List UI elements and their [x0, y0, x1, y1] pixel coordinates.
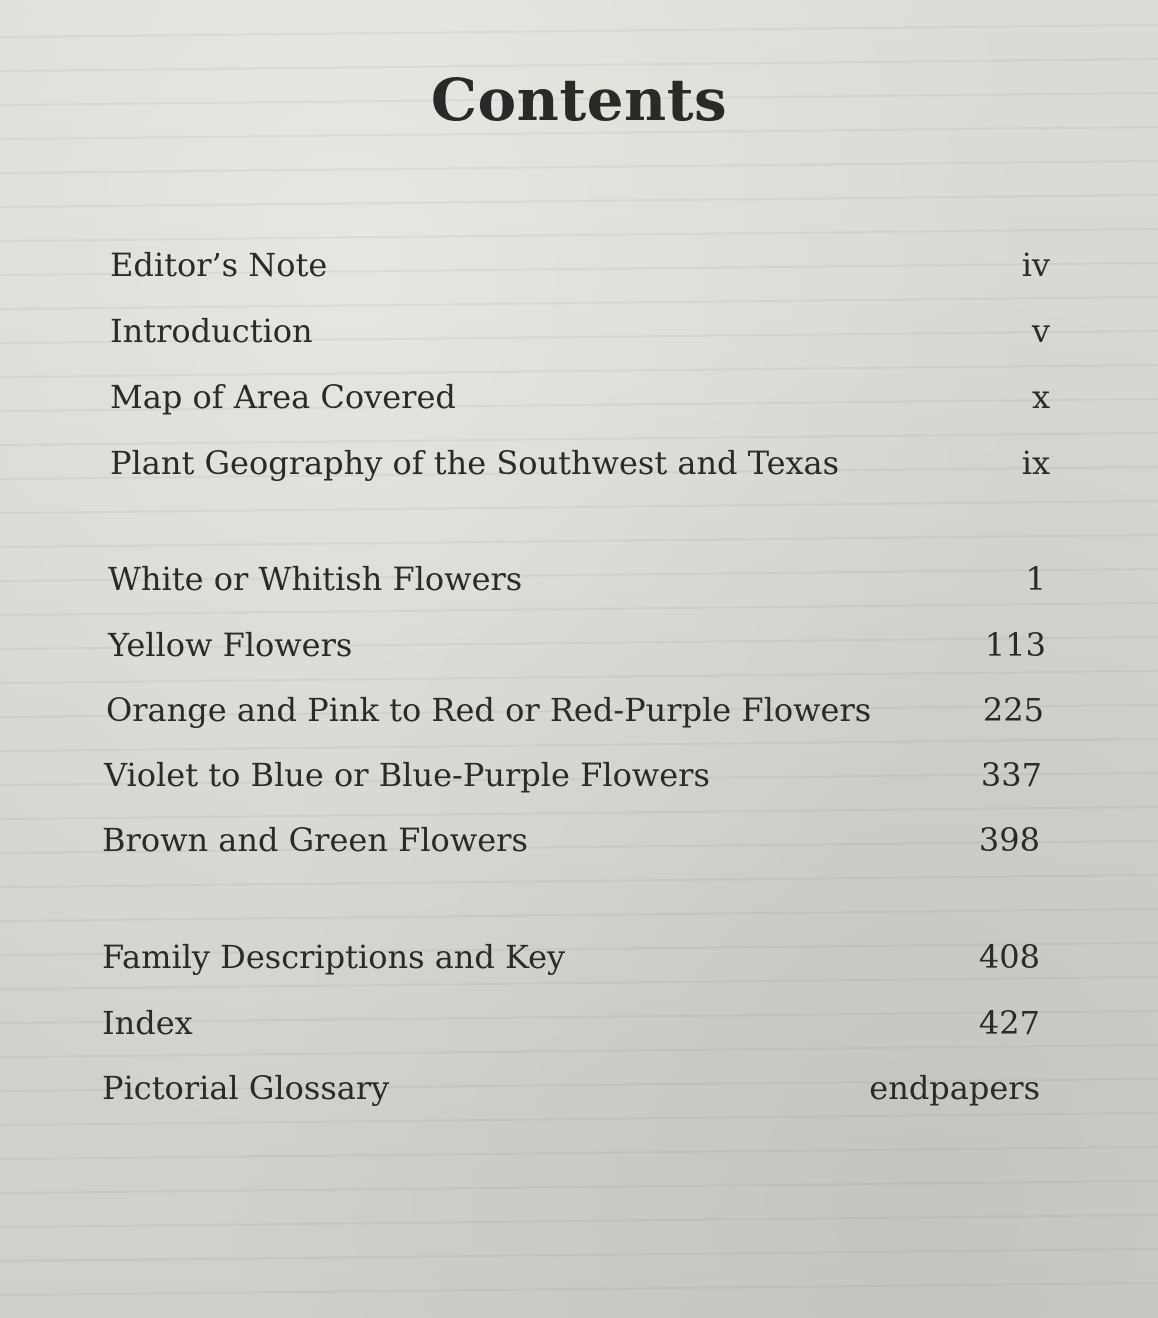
toc-entry-page: endpapers [869, 1069, 1040, 1107]
toc-entry [102, 1004, 1040, 1048]
toc-entry [110, 378, 1050, 422]
toc-entry [106, 691, 1044, 735]
toc-entry-page: x [1031, 378, 1050, 416]
toc-entry [110, 246, 1050, 290]
toc-entry-page: 1 [1025, 560, 1046, 598]
toc-entry [110, 444, 1050, 488]
toc-entry-page: 113 [984, 626, 1046, 664]
toc-entry-label: Plant Geography of the Southwest and Texas [110, 444, 840, 482]
page-title: Contents [430, 66, 728, 134]
toc-entry [102, 938, 1040, 982]
toc-entry-label: Brown and Green Flowers [102, 821, 528, 859]
toc-entry [108, 560, 1046, 604]
toc-entry-page: 408 [978, 938, 1040, 976]
toc-entry-label: Family Descriptions and Key [102, 938, 566, 976]
toc-entry-label: Editor’s Note [110, 246, 328, 284]
toc-entry-label: Yellow Flowers [108, 626, 353, 664]
toc-entry-page: 225 [982, 691, 1044, 729]
toc-entry-label: Pictorial Glossary [102, 1069, 390, 1107]
toc-entry [110, 312, 1050, 356]
toc-entry-label: Introduction [110, 312, 313, 350]
toc-entry-label: Index [102, 1004, 193, 1042]
toc-entry-page: iv [1021, 246, 1050, 284]
toc-entry-page: 427 [978, 1004, 1040, 1042]
toc-entry-page: 337 [980, 756, 1042, 794]
toc-entry-label: Map of Area Covered [110, 378, 456, 416]
toc-entry [102, 821, 1040, 865]
toc-entry [102, 1069, 1040, 1113]
toc-entry-page: 398 [978, 821, 1040, 859]
toc-entry [108, 626, 1046, 670]
toc-entry-label: Orange and Pink to Red or Red-Purple Flowers [106, 691, 872, 729]
toc-entry [104, 756, 1042, 800]
toc-entry-page: v [1031, 312, 1050, 350]
toc-entry-label: Violet to Blue or Blue-Purple Flowers [104, 756, 710, 794]
toc-entry-label: White or Whitish Flowers [108, 560, 523, 598]
toc-entry-page: ix [1021, 444, 1050, 482]
